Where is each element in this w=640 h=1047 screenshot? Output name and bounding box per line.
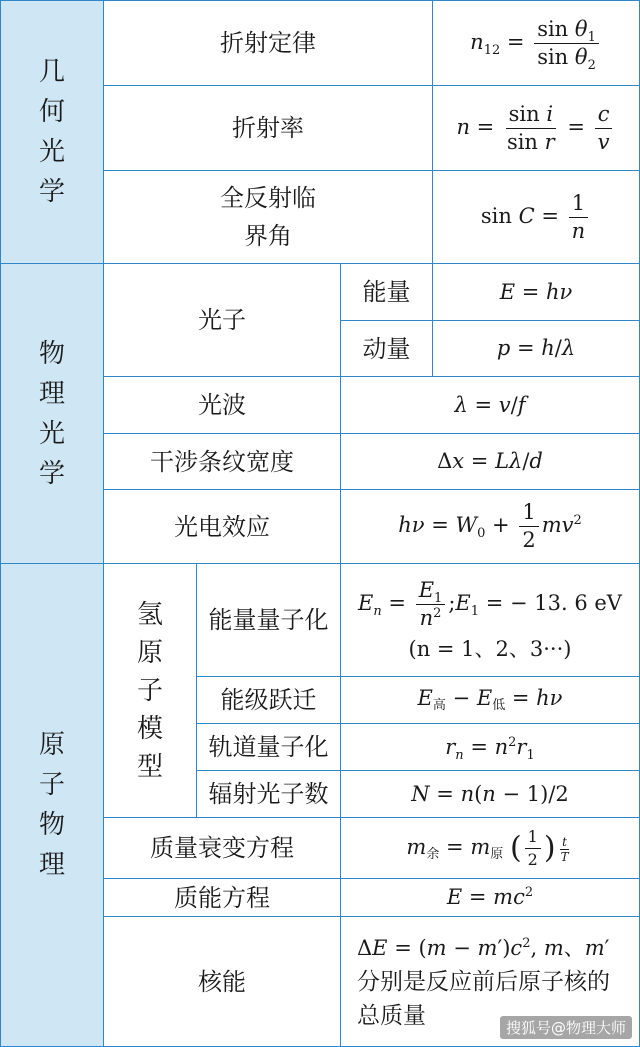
row-label-energy-quantization: 能量量子化 — [196, 563, 341, 677]
category-geometric-optics — [0, 0, 104, 264]
category-atomic-physics — [0, 563, 104, 1047]
row-label-photoelectric: 光电效应 — [103, 489, 341, 564]
row-label-photon: 光子 — [103, 263, 341, 377]
formula-orbit-quantization: $r_n = n^2r_1$ — [340, 723, 640, 771]
formula-light-wave: λ = v/f — [340, 376, 640, 434]
category-label: 几 何 光 学 — [38, 57, 65, 207]
category-label: 原 子 物 理 — [38, 730, 65, 880]
formula-fringe-width: Δx = Lλ/d — [340, 433, 640, 490]
row-label-photon-momentum: 动量 — [340, 320, 433, 377]
formula-mass-decay: m余 = m原 ( $\frac{1}{2}$ ) $\frac{t}{T}$ — [340, 817, 640, 879]
row-label-refraction-law: 折射定律 — [103, 0, 433, 86]
row-label-photon-count: 辐射光子数 — [196, 770, 341, 818]
row-label-critical-angle: 全反射临 界角 — [103, 170, 433, 264]
formula-critical-angle: sin C = $\frac{1}{n}$ — [432, 170, 640, 264]
category-physical-optics — [0, 263, 104, 564]
row-label-refractive-index: 折射率 — [103, 85, 433, 171]
formula-refraction-law: $n_{12}$ = $\frac{\sin \theta_1}{\sin \theta_2}$ — [432, 0, 640, 86]
formula-photoelectric: $h\nu = W_0$ + $\frac{1}{2}$ $mv^2$ — [340, 489, 640, 564]
row-label-photon-energy: 能量 — [340, 263, 433, 321]
row-label-orbit-quantization: 轨道量子化 — [196, 723, 341, 771]
formula-photon-energy: E = hν — [432, 263, 640, 321]
row-label-nuclear-energy: 核能 — [103, 916, 341, 1047]
formula-energy-quantization: $E_n$ = $\frac{E_1}{n^2}$ $;E_1$ = − 13. 6 eV (n = 1、2、3···) — [340, 563, 640, 677]
subcategory-label: 氢 原 子 模 型 — [136, 599, 163, 782]
formula-mass-energy: $E = mc^2$ — [340, 878, 640, 917]
formula-photon-momentum: p = h/λ — [432, 320, 640, 377]
row-label-fringe-width: 干涉条纹宽度 — [103, 433, 341, 490]
row-label-mass-decay: 质量衰变方程 — [103, 817, 341, 879]
watermark: 搜狐号@物理大师 — [500, 1016, 632, 1039]
formula-transition: E高 − E低 = hν — [340, 676, 640, 724]
formula-photon-count: N = n(n − 1)/2 — [340, 770, 640, 818]
row-label-mass-energy: 质能方程 — [103, 878, 341, 917]
row-label-transition: 能级跃迁 — [196, 676, 341, 724]
category-label: 物 理 光 学 — [38, 338, 65, 489]
formula-refractive-index: n = $\frac{\text{sin i}}{\text{sin r}}$ = $\frac{c}{v}$ — [432, 85, 640, 171]
formula-nuclear-energy: $\Delta E = (m - m')c^2$, m、m′分别是反应前后原子核的总质量 — [340, 916, 640, 1047]
row-label-light-wave: 光波 — [103, 376, 341, 434]
subcategory-hydrogen-model — [103, 563, 197, 818]
